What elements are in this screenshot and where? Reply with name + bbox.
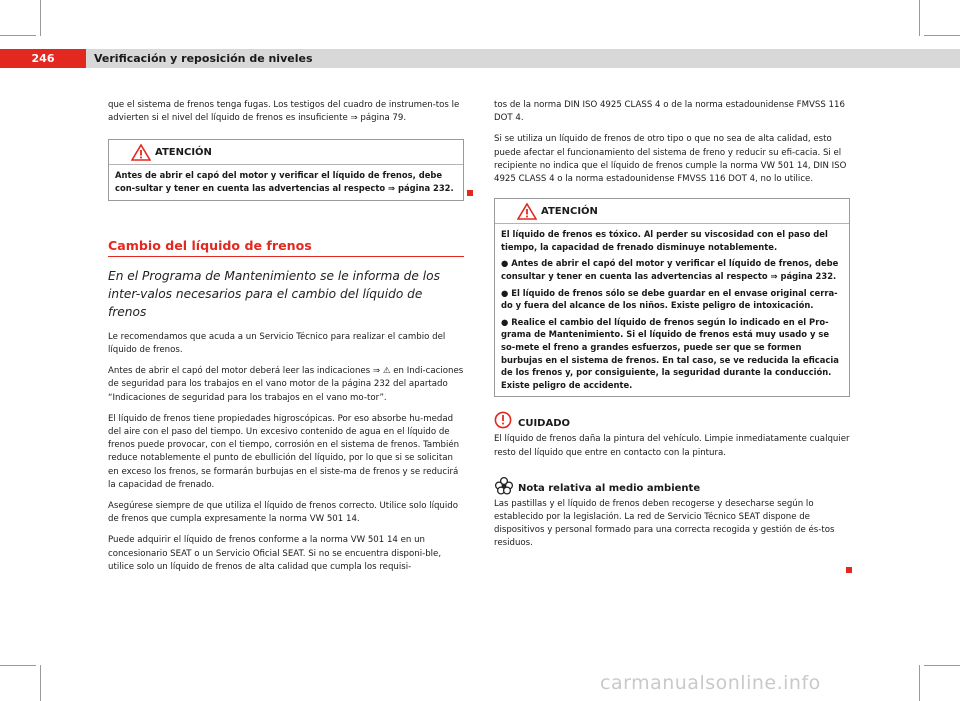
watermark: carmanualsonline.info [600,672,821,694]
caution-header [494,411,850,433]
warning-box-header [495,199,849,224]
section-title: Cambio del líquido de frenos [108,239,464,257]
warning-bullet-text: Antes de abrir el capó del motor y verificar el líquido de frenos, debe consultar y tener en cuenta las advertencias al respecto ⇒ página 232. [501,258,839,281]
paragraph: Puede adquirir el líquido de frenos conforme a la norma VW 501 14 en un concesionario SEAT o un Servicio Oficial SEAT. Si no se encuentra disponi-ble, utilice solo un líquido de frenos de alta calidad que cumpla los requisi- [108,535,442,572]
warning-bullet-text: Realice el cambio del líquido de frenos según lo indicado en el Pro-grama de Mantenimiento. Si el líquido de frenos está muy usado y se so-mete el freno a grandes esfuerzos, puede ser que se formen burbujas en el sistema de frenos. En tal caso, se ve reducida la eficacia de los frenos y, por consiguiente, la seguridad durante la conducción. Existe peligro de accidente. [501,316,839,390]
warning-text: Antes de abrir el capó del motor y verificar el líquido de frenos, debe con-sultar y tener en cuenta las advertencias al respecto ⇒ página 232. [115,170,454,193]
crop-mark [40,665,41,701]
environment-note-title: Nota relativa al medio ambiente [518,482,701,494]
left-column [108,99,464,582]
paragraph: Si se utiliza un líquido de frenos de otro tipo o que no sea de alta calidad, esto puede afectar el funcionamiento del sistema de freno y reducir su efi-cacia. Si el recipiente no indica que el líquido de frenos cumple la norma VW 501 14, DIN ISO 4925 CLASS 4 o la norma estadounidense FMVSS 116 DOT 4, no lo utilice. [494,134,847,185]
section-end-marker [467,190,473,196]
crop-mark [924,665,960,666]
paragraph: Antes de abrir el capó del motor deberá leer las indicaciones ⇒ ⚠ en Indi-caciones de seguridad para los trabajos en el vano motor de la página 232 del apartado “Indicaciones de seguridad para los trabajos en el vano mo-tor”. [108,366,464,403]
warning-bullet: ● Realice el cambio del líquido de frenos según lo indicado en el Pro-grama de Mantenimiento. Si el líquido de frenos está muy usado y se so-mete el freno a grandes esfuerzos, puede ser que se formen burbujas en el sistema de frenos. En tal caso, se ve reducida la eficacia de los frenos y, por consiguiente, la seguridad durante la conducción. Existe peligro de accidente. [501,316,839,390]
crop-mark [919,665,920,701]
environment-note-text: Las pastillas y el líquido de frenos deben recogerse y desecharse según lo establecido por la legislación. La red de Servicio Técnico SEAT dispone de dispositivos y personal formado para una correcta recogida y gestión de és-tos residuos. [494,498,835,549]
page-title: Verificación y reposición de niveles [94,52,313,65]
warning-triangle-icon [131,144,151,161]
warning-bullet: ● El líquido de frenos sólo se debe guardar en el envase original cerra-do y fuera del alcance de los niños. Existe peligro de intoxicación. [501,287,838,311]
warning-box [494,198,850,397]
crop-mark [40,0,41,36]
section-end-marker [846,567,852,573]
paragraph: Le recomendamos que acuda a un Servicio Técnico para realizar el cambio del líquido de frenos. [108,331,446,355]
paragraph: El líquido de frenos tiene propiedades higroscópicas. Por eso absorbe hu-medad del aire con el paso del tiempo. Un excesivo contenido de agua en el líquido de frenos puede provocar, con el tiempo, corrosión en el sistema de frenos. También reduce notablemente el punto de ebullición del líquido, por lo que si se solicitan en exceso los frenos, se formarán burbujas en el siste-ma de frenos y se reducirá la capacidad de frenado. [108,413,460,490]
paragraph: Asegúrese siempre de que utiliza el líquido de frenos correcto. Utilice solo líquido de frenos que cumpla expresamente la norma VW 501 14. [108,501,458,525]
warning-title: ATENCIÓN [541,206,598,218]
page-number: 246 [0,49,86,68]
warning-bullet: ● Antes de abrir el capó del motor y verificar el líquido de frenos, debe consultar y tener en cuenta las advertencias al respecto ⇒ página 232. [501,258,839,281]
crop-mark [0,665,36,666]
section-subtitle: En el Programa de Mantenimiento se le informa de los inter-valos necesarios para el cambio del líquido de frenos [108,268,440,319]
crop-mark [0,35,36,36]
warning-body [495,224,849,396]
intro-paragraph: que el sistema de frenos tenga fugas. Los testigos del cuadro de instrumen-tos le advierten si el nivel del líquido de frenos es insuficiente ⇒ página 79. [108,100,460,124]
paragraph: tos de la norma DIN ISO 4925 CLASS 4 o de la norma estadounidense FMVSS 116 DOT 4. [494,100,845,124]
crop-mark [919,0,920,36]
warning-bullet-text: El líquido de frenos sólo se debe guardar en el envase original cerra-do y fuera del alcance de los niños. Existe peligro de intoxicación. [501,287,838,311]
warning-triangle-icon [517,203,537,220]
caution-exclamation-icon [494,411,512,429]
environment-leaf-icon [494,476,514,496]
environment-note-header [494,476,850,498]
crop-mark [924,35,960,36]
warning-title: ATENCIÓN [155,147,212,159]
caution-text: El líquido de frenos daña la pintura del vehículo. Limpie inmediatamente cualquier resto del líquido que entre en contacto con la pintura. [494,434,850,458]
right-column [494,99,850,559]
warning-box [108,139,464,200]
warning-intro: El líquido de frenos es tóxico. Al perder su viscosidad con el paso del tiempo, la capacidad de frenado disminuye notablemente. [501,229,828,252]
caution-title: CUIDADO [518,418,571,430]
warning-box-header [109,140,463,165]
